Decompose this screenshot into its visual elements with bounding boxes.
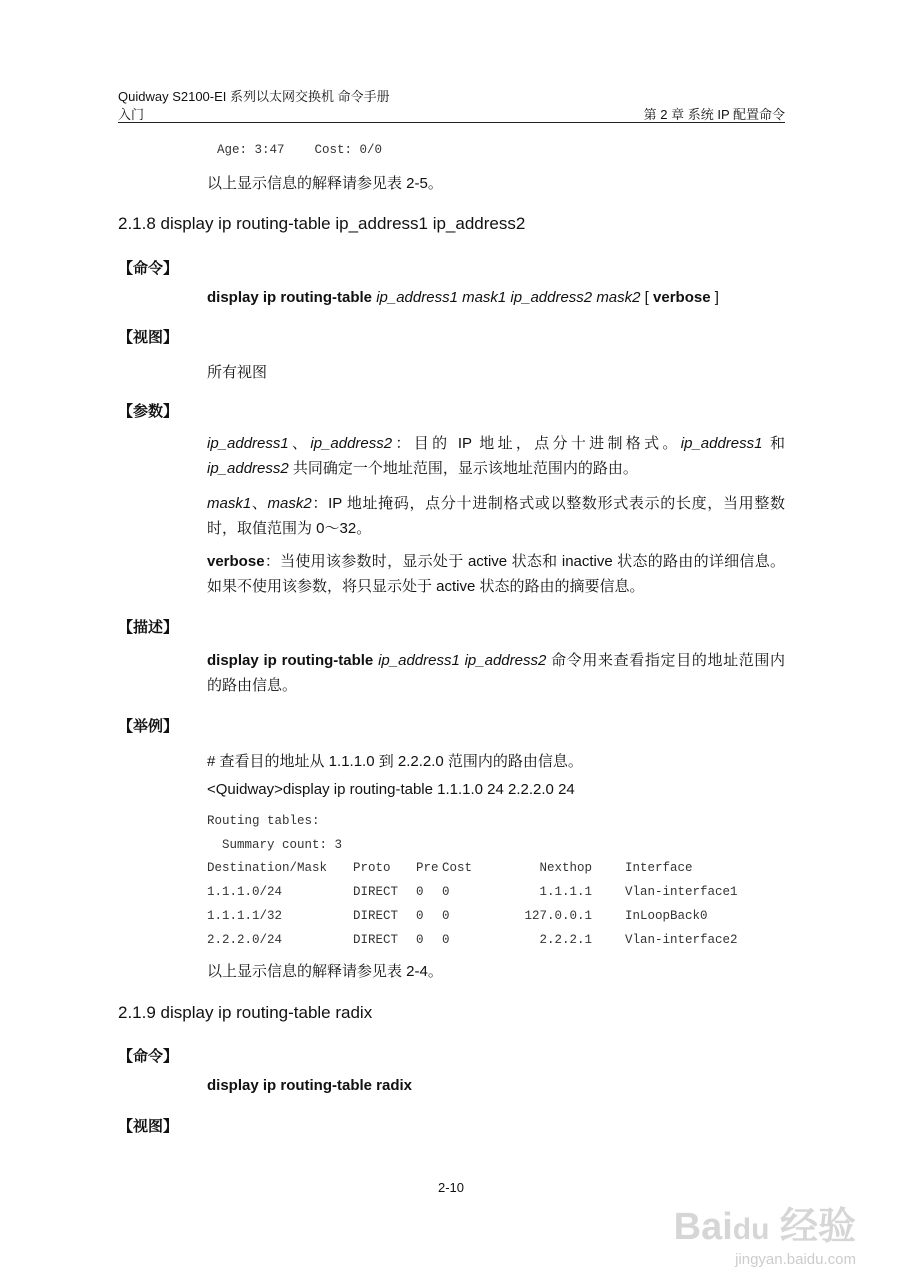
label-command: 【命令】	[118, 260, 179, 277]
cmd-end: ]	[710, 289, 719, 306]
table-cell: 0	[442, 933, 450, 947]
table-cell: 0	[416, 909, 424, 923]
label-params: 【参数】	[118, 403, 179, 420]
section-heading: 2.1.8 display ip routing-table ip_address1 ip_address2	[118, 214, 526, 233]
text: ：目的 IP 地址，点分十进制格式。	[392, 435, 681, 452]
text: 和	[762, 435, 785, 452]
description	[207, 648, 785, 698]
header-title: Quidway S2100-EI 系列以太网交换机 命令手册	[118, 89, 390, 104]
cmd-params: ip_address1 ip_address2	[378, 652, 547, 669]
table-cell: DIRECT	[353, 933, 399, 947]
page-number: 2-10	[438, 1180, 465, 1195]
label-view: 【视图】	[118, 329, 179, 346]
table-header-cell: Proto	[353, 861, 391, 875]
table-cell: Vlan-interface1	[625, 885, 738, 899]
table-cell: 0	[416, 885, 424, 899]
cmd-verbose: verbose	[653, 289, 711, 306]
label-description: 【描述】	[118, 619, 179, 636]
table-cell: Vlan-interface2	[625, 933, 738, 947]
table-header-cell: Nexthop	[539, 861, 592, 875]
sep: 、	[251, 495, 268, 512]
header-rule	[118, 122, 785, 123]
param-verbose	[207, 549, 785, 599]
param-mask	[207, 491, 785, 541]
watermark-url: jingyan.baidu.com	[735, 1251, 856, 1268]
command-syntax: display ip routing-table radix	[207, 1077, 413, 1094]
sep: 、	[288, 435, 311, 452]
cmd-tail: [	[640, 289, 654, 306]
label-example: 【举例】	[118, 718, 179, 735]
header-chapter: 第 2 章 系统 IP 配置命令	[643, 107, 785, 122]
note: 以上显示信息的解释请参见表 2-5。	[207, 175, 443, 192]
param: ip_address2	[310, 435, 393, 452]
watermark-logo: Baidu 经验	[673, 1206, 856, 1248]
table-cell: 1.1.1.1	[539, 885, 592, 899]
table-cell: InLoopBack0	[625, 909, 708, 923]
param: verbose	[207, 553, 265, 570]
code-line: Age: 3:47 Cost: 0/0	[217, 143, 383, 157]
text: ：IP 地址掩码，点分十进制格式或以整数形式表示的长度，当用整数时，取值范围为 0～32。	[207, 495, 785, 537]
example-comment: # 查看目的地址从 1.1.1.0 到 2.2.2.0 范围内的路由信息。	[207, 753, 583, 770]
table-header-cell: Pre	[416, 861, 439, 875]
table-header-cell: Destination/Mask	[207, 861, 328, 875]
table-cell: DIRECT	[353, 885, 399, 899]
table-cell: 0	[442, 909, 450, 923]
command-syntax	[207, 289, 719, 306]
table-cell: DIRECT	[353, 909, 399, 923]
table-cell: 2.2.2.1	[539, 933, 592, 947]
text: ：当使用该参数时，显示处于 active 状态和 inactive 状态的路由的详细信息。如果不使用该参数，将只显示处于 active 状态的路由的摘要信息。	[207, 553, 785, 595]
table-cell: 0	[442, 885, 450, 899]
example-command: <Quidway>display ip routing-table 1.1.1.0 24 2.2.2.0 24	[207, 781, 575, 798]
param: mask2	[267, 495, 312, 512]
code-title: Routing tables:	[207, 814, 320, 828]
view-text: 所有视图	[207, 364, 268, 381]
table-cell: 0	[416, 933, 424, 947]
table-header-cell: Interface	[625, 861, 693, 875]
param: mask1	[207, 495, 252, 512]
cmd-bold: display ip routing-table	[207, 652, 379, 669]
text: 共同确定一个地址范围，显示该地址范围内的路由。	[288, 460, 638, 477]
label-view: 【视图】	[118, 1118, 179, 1135]
table-header-cell: Cost	[442, 861, 473, 875]
param: ip_address1	[207, 435, 289, 452]
code-summary: Summary count: 3	[207, 838, 343, 852]
header-subtitle: 入门	[118, 107, 145, 122]
table-cell: 2.2.2.0/24	[207, 933, 283, 947]
table-cell: 127.0.0.1	[524, 909, 592, 923]
note: 以上显示信息的解释请参见表 2-4。	[207, 963, 443, 980]
label-command: 【命令】	[118, 1048, 179, 1065]
param: ip_address1	[680, 435, 763, 452]
table-cell: 1.1.1.0/24	[207, 885, 283, 899]
text: 命令用来查看指定目的地址范围内的路由信息。	[207, 652, 785, 694]
param: ip_address2	[207, 460, 289, 477]
cmd-params: ip_address1 mask1 ip_address2 mask2	[376, 289, 641, 306]
cmd-bold: display ip routing-table	[207, 289, 377, 306]
section-heading: 2.1.9 display ip routing-table radix	[118, 1003, 373, 1022]
param-ip-address	[207, 431, 785, 481]
table-cell: 1.1.1.1/32	[207, 909, 283, 923]
